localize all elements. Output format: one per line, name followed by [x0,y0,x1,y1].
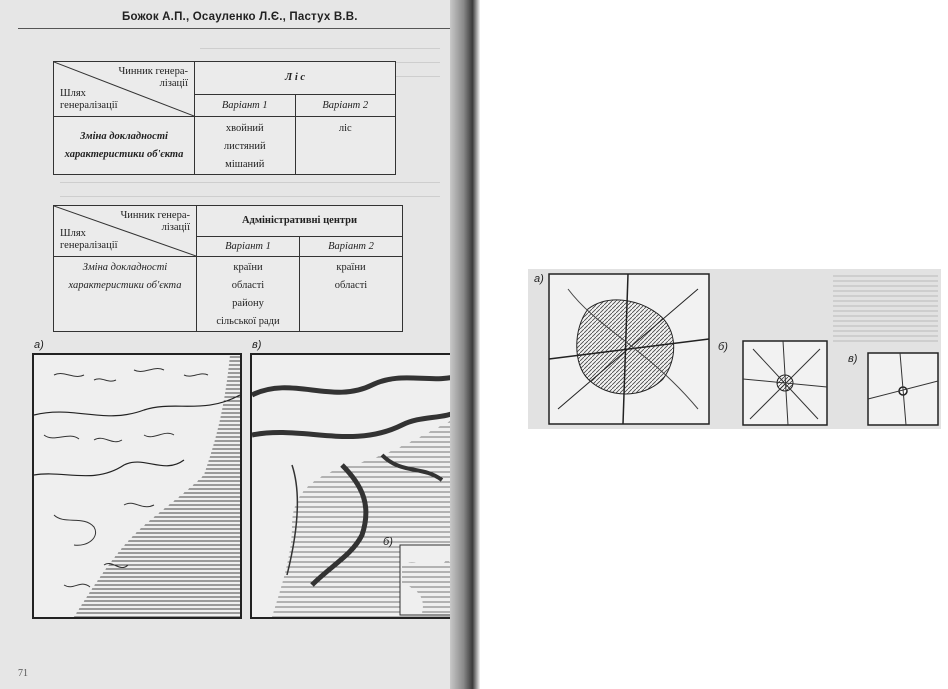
table1-factor-label: Чинник генера- лізації [118,66,188,89]
settlement-generalization-figure [528,269,941,429]
bleed-line [60,196,440,197]
map-coastline-detailed [32,353,242,619]
bleed-line [60,182,440,183]
book-page-left [0,0,470,689]
table2-title: Адміністративні центри [197,206,403,237]
table1-v2-value: ліс [338,123,352,134]
table1-v1-value: листяний [223,141,266,152]
table2-variant2-header: Варіант 2 [300,236,403,256]
table1-variant1-values [195,117,296,175]
table2-v2-value: області [334,280,368,291]
table2-variant1-header: Варіант 1 [197,236,300,256]
book-spine-shadow [450,0,480,689]
table1-header-diagonal-cell [54,62,195,117]
table2-v1-value: району [232,298,264,309]
settlement-figure-drawing [528,269,941,429]
left-figure-label-b: б) [383,536,393,548]
table2-variant2-values [300,257,403,332]
header-rule [18,28,450,29]
running-header: Божок А.П., Осауленко Л.Є., Пастух В.В. [122,11,358,23]
table1-row-label: Зміна докладності характеристики об'єкта [54,117,195,175]
page-number: 71 [18,668,28,679]
table1-variant2-header: Варіант 2 [295,94,395,116]
table2-variant1-values [197,257,300,332]
table2-path-label: Шлях генералізації [60,228,118,251]
admin-centers-generalization-table [53,205,403,332]
coastline-detailed-drawing [34,355,240,617]
table2-row-label: Зміна докладності характеристики об'єкта [54,257,197,332]
table1-title: Л і с [195,62,396,95]
left-figure-label-a: а) [34,339,44,351]
table1-v1-value: мішаний [225,159,265,170]
forest-generalization-table [53,61,396,175]
table1-v1-value: хвойний [225,123,264,134]
table2-factor-label: Чинник генера- лізації [120,210,190,233]
table2-v1-value: країни [233,262,263,273]
right-figure-label-a: а) [534,273,544,285]
map-coastline-generalized [250,353,464,619]
bleed-line [200,48,440,49]
table1-variant1-header: Варіант 1 [195,94,296,116]
right-figure-label-v: в) [848,353,858,365]
table2-header-diagonal-cell [54,206,197,257]
left-figure-label-v: в) [252,339,262,351]
table1-variant2-values [295,117,395,175]
table1-path-label: Шлях генералізації [60,88,118,111]
table2-v1-value: сільської ради [216,316,280,327]
table2-v1-value: області [231,280,265,291]
table2-v2-value: країни [336,262,366,273]
coastline-generalized-drawing [252,355,462,617]
right-figure-label-b: б) [718,341,728,353]
